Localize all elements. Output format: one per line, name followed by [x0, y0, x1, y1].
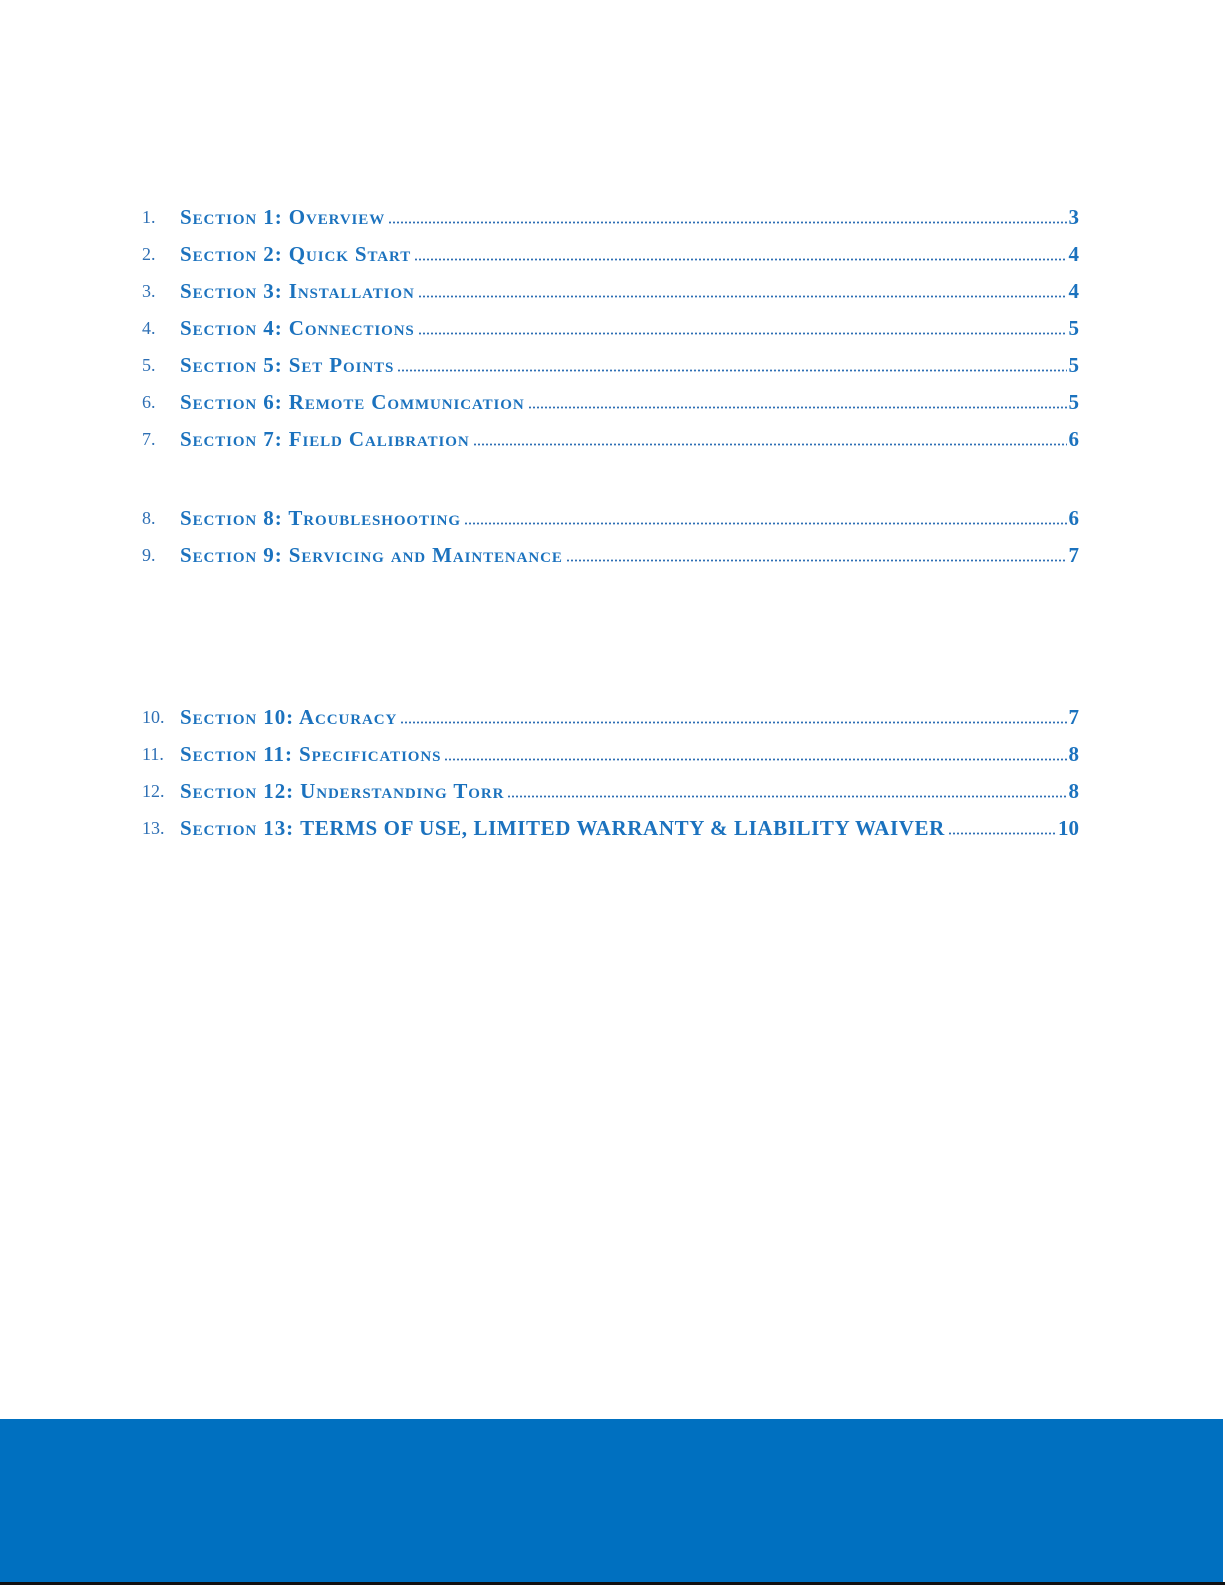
dot-leader	[414, 257, 1066, 262]
toc-item-title: Section 8: Troubleshooting	[180, 506, 461, 530]
toc-item-page: 8	[1068, 779, 1079, 803]
toc-item-page: 4	[1068, 279, 1079, 303]
toc-item-title: Section 6: Remote Communication	[180, 390, 525, 414]
toc-item-page: 6	[1068, 506, 1079, 530]
toc-item-title: Section 11: Specifications	[180, 742, 442, 766]
dot-leader	[418, 331, 1067, 336]
dot-leader	[418, 294, 1067, 299]
toc-item-page: 3	[1068, 205, 1079, 229]
toc-item-number: 12.	[142, 781, 165, 801]
toc-item-understanding-torr[interactable]	[142, 772, 1079, 802]
toc-item-number: 3.	[142, 281, 156, 301]
toc-item-title-prefix: Section 13:	[180, 816, 301, 840]
toc-item-installation[interactable]	[142, 272, 1079, 302]
toc-item-number: 1.	[142, 207, 156, 227]
toc-item-number: 11.	[142, 744, 164, 764]
toc-item-page: 5	[1068, 390, 1079, 414]
toc-item-terms-of-use[interactable]	[142, 809, 1079, 839]
toc-item-page: 7	[1068, 705, 1079, 729]
toc-item-title	[180, 817, 945, 839]
toc-item-page: 6	[1068, 427, 1079, 451]
toc-item-page: 5	[1068, 316, 1079, 340]
toc-item-number: 2.	[142, 244, 156, 264]
toc-item-page: 5	[1068, 353, 1079, 377]
dot-leader	[464, 521, 1067, 526]
toc-item-title: Section 3: Installation	[180, 279, 415, 303]
toc-item-number: 10.	[142, 707, 165, 727]
toc-item-field-calibration[interactable]	[142, 420, 1079, 450]
toc-item-quick-start[interactable]	[142, 235, 1079, 265]
dot-leader	[507, 794, 1066, 799]
dot-leader	[566, 558, 1067, 563]
dot-leader	[473, 442, 1067, 447]
toc-item-title-caps: TERMS OF USE, LIMITED WARRANTY & LIABILITY WAIVER	[300, 816, 945, 840]
toc-item-connections[interactable]	[142, 309, 1079, 339]
toc-item-number: 7.	[142, 429, 156, 449]
toc-item-title: Section 1: Overview	[180, 205, 386, 229]
toc-item-overview[interactable]	[142, 198, 1079, 228]
toc-item-title: Section 12: Understanding Torr	[180, 779, 505, 803]
toc-item-set-points[interactable]	[142, 346, 1079, 376]
toc-item-title: Section 5: Set Points	[180, 353, 395, 377]
dot-leader	[400, 720, 1066, 725]
toc-item-accuracy[interactable]	[142, 698, 1079, 728]
toc-item-page: 4	[1068, 242, 1079, 266]
toc-item-number: 9.	[142, 545, 156, 565]
toc-item-title: Section 10: Accuracy	[180, 705, 398, 729]
dot-leader	[444, 757, 1066, 762]
toc-item-page: 8	[1068, 742, 1079, 766]
toc-item-servicing-maintenance[interactable]	[142, 536, 1079, 566]
toc-item-remote-communication[interactable]	[142, 383, 1079, 413]
toc-item-number: 13.	[142, 818, 165, 838]
dot-leader	[397, 368, 1066, 373]
toc-item-title: Section 9: Servicing and Maintenance	[180, 543, 563, 567]
toc-item-specifications[interactable]	[142, 735, 1079, 765]
toc-item-number: 8.	[142, 508, 156, 528]
toc-item-number: 6.	[142, 392, 156, 412]
toc-item-page: 10	[1058, 816, 1079, 840]
toc-item-number: 5.	[142, 355, 156, 375]
toc-item-title: Section 7: Field Calibration	[180, 427, 470, 451]
toc-item-page: 7	[1068, 543, 1079, 567]
toc-item-title: Section 4: Connections	[180, 316, 415, 340]
toc-item-title: Section 2: Quick Start	[180, 242, 412, 266]
dot-leader	[528, 405, 1067, 410]
dot-leader	[388, 220, 1066, 225]
toc-item-troubleshooting[interactable]	[142, 499, 1079, 529]
dot-leader	[948, 831, 1056, 836]
footer-band	[0, 1419, 1225, 1585]
toc-item-number: 4.	[142, 318, 156, 338]
